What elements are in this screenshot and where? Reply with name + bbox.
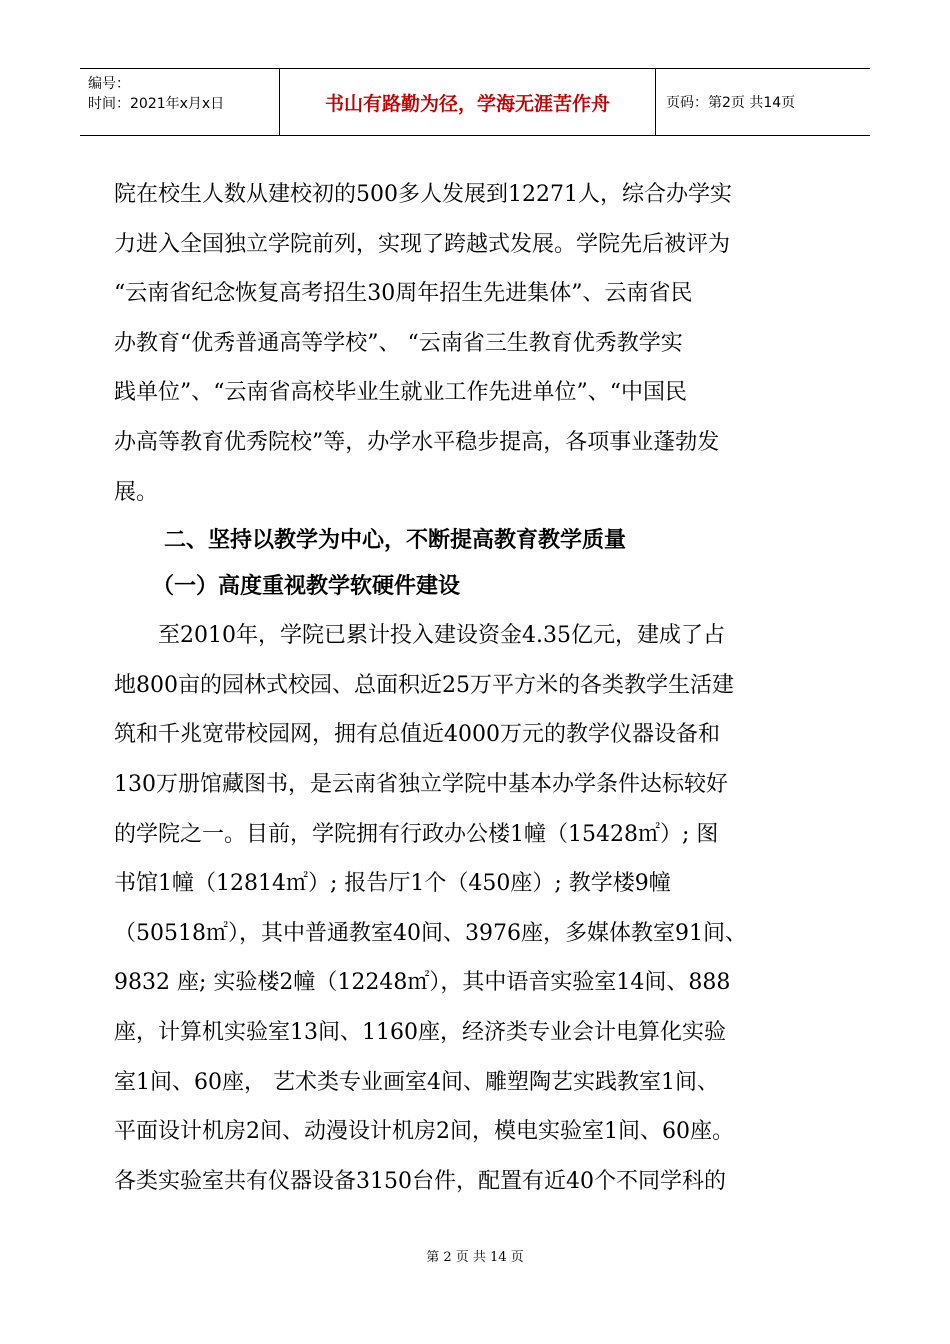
text-line: 的学院之一。目前，学院拥有行政办公楼1幢（15428㎡）; 图 xyxy=(114,821,719,847)
text-line: 平面设计机房2间、动漫设计机房2间，模电实验室1间、60座。 xyxy=(114,1119,734,1145)
text-line: 践单位”、“云南省高校毕业生就业工作先进单位”、“中国民 xyxy=(114,380,687,406)
text-line: 地800亩的园林式校园、总面积近25万平方米的各类教学生活建 xyxy=(114,672,734,698)
text-line: 力进入全国独立学院前列，实现了跨越式发展。学院先后被评为 xyxy=(114,231,731,257)
text-line: 至2010年，学院已累计投入建设资金4.35亿元，建成了占 xyxy=(158,623,725,649)
header-motto: 书山有路勤为径，学海无涯苦作舟 xyxy=(280,69,656,135)
text-line: 办教育“优秀普通高等学校”、 “云南省三生教育优秀教学实 xyxy=(114,330,683,356)
text-line: 筑和千兆宽带校园网，拥有总值近4000万元的教学仪器设备和 xyxy=(114,722,720,748)
number-label: 编号： xyxy=(88,76,130,92)
page-header xyxy=(80,68,870,136)
text-line: （50518㎡），其中普通教室40间、3976座，多媒体教室91间、 xyxy=(114,920,747,946)
text-line: 各类实验室共有仪器设备3150台件，配置有近40个不同学科的 xyxy=(114,1168,726,1194)
text-line: 办高等教育优秀院校”等，办学水平稳步提高，各项事业蓬勃发 xyxy=(114,429,720,455)
header-page-info: 页码：第2页 共14页 xyxy=(666,95,796,111)
text-line: 院在校生人数从建校初的500多人发展到12271人，综合办学实 xyxy=(114,182,732,207)
paragraph-2 xyxy=(114,611,839,1206)
section-heading: 二、坚持以教学为中心，不断提高教育教学质量 xyxy=(164,528,627,554)
time-label: 时间：2021年x月x日 xyxy=(88,96,225,112)
page-footer: 第 2 页 共 14 页 xyxy=(426,1250,524,1265)
subsection-heading: （一）高度重视教学软硬件建设 xyxy=(152,574,461,600)
text-line: 130万册馆藏图书，是云南省独立学院中基本办学条件达标较好 xyxy=(114,771,728,797)
text-line: “云南省纪念恢复高考招生30周年招生先进集体”、云南省民 xyxy=(114,281,693,307)
text-line: 展。 xyxy=(114,479,159,505)
text-line: 室1间、60座， 艺术类专业画室4间、雕塑陶艺实践教室1间、 xyxy=(114,1069,719,1095)
paragraph-1 xyxy=(114,170,839,517)
text-line: 座，计算机实验室13间、1160座，经济类专业会计电算化实验 xyxy=(114,1019,726,1045)
header-meta xyxy=(80,69,280,135)
document-body xyxy=(114,170,839,1206)
text-line: 书馆1幢（12814㎡）; 报告厅1个（450座）; 教学楼9幢 xyxy=(114,871,671,897)
text-line: 9832 座; 实验楼2幢（12248㎡），其中语音实验室14间、888 xyxy=(114,970,731,996)
